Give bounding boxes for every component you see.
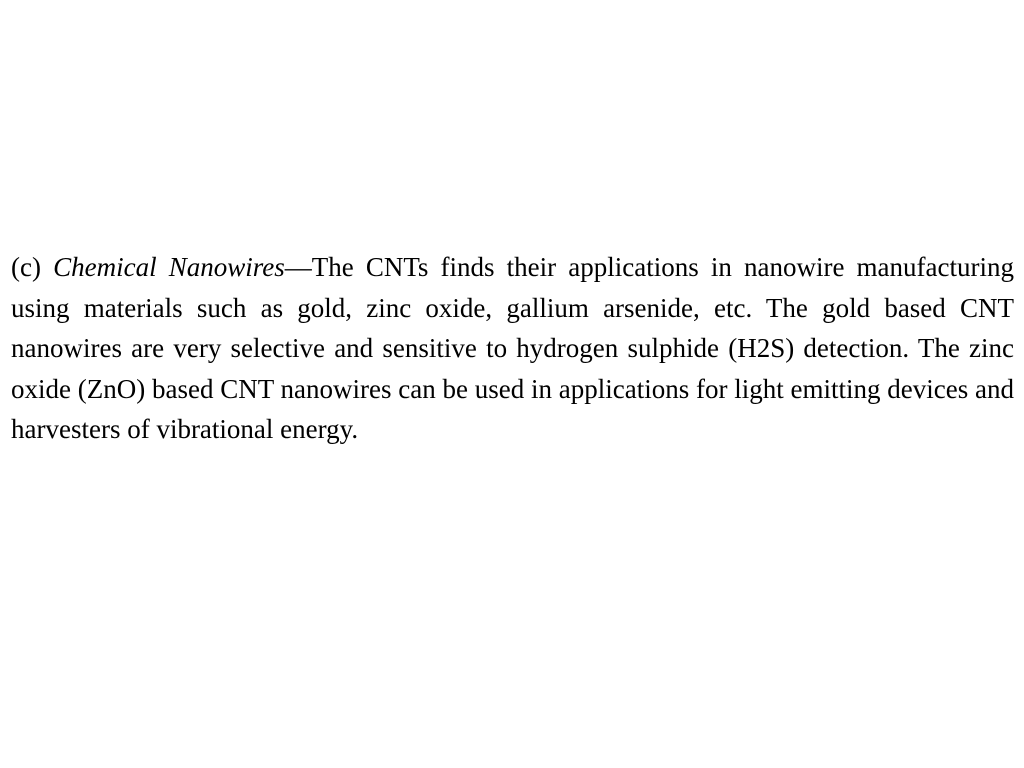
em-dash: — [284,252,312,282]
body-text: The CNTs finds their applications in nanowire manufacturing using materials such as gold, zinc oxide, gallium arsenide, etc. The gold based CNT nanowires are very selective and sensitive to hydrogen sulphide (H2S) detection. The zinc oxide (ZnO) based CNT nanowires can be used in applications for light emitting devices and harvesters of vibrational energy. [11,252,1014,444]
item-title: Chemical Nanowires [53,252,285,282]
chemical-nanowires-paragraph [11,247,1014,450]
item-marker: (c) [11,252,54,282]
